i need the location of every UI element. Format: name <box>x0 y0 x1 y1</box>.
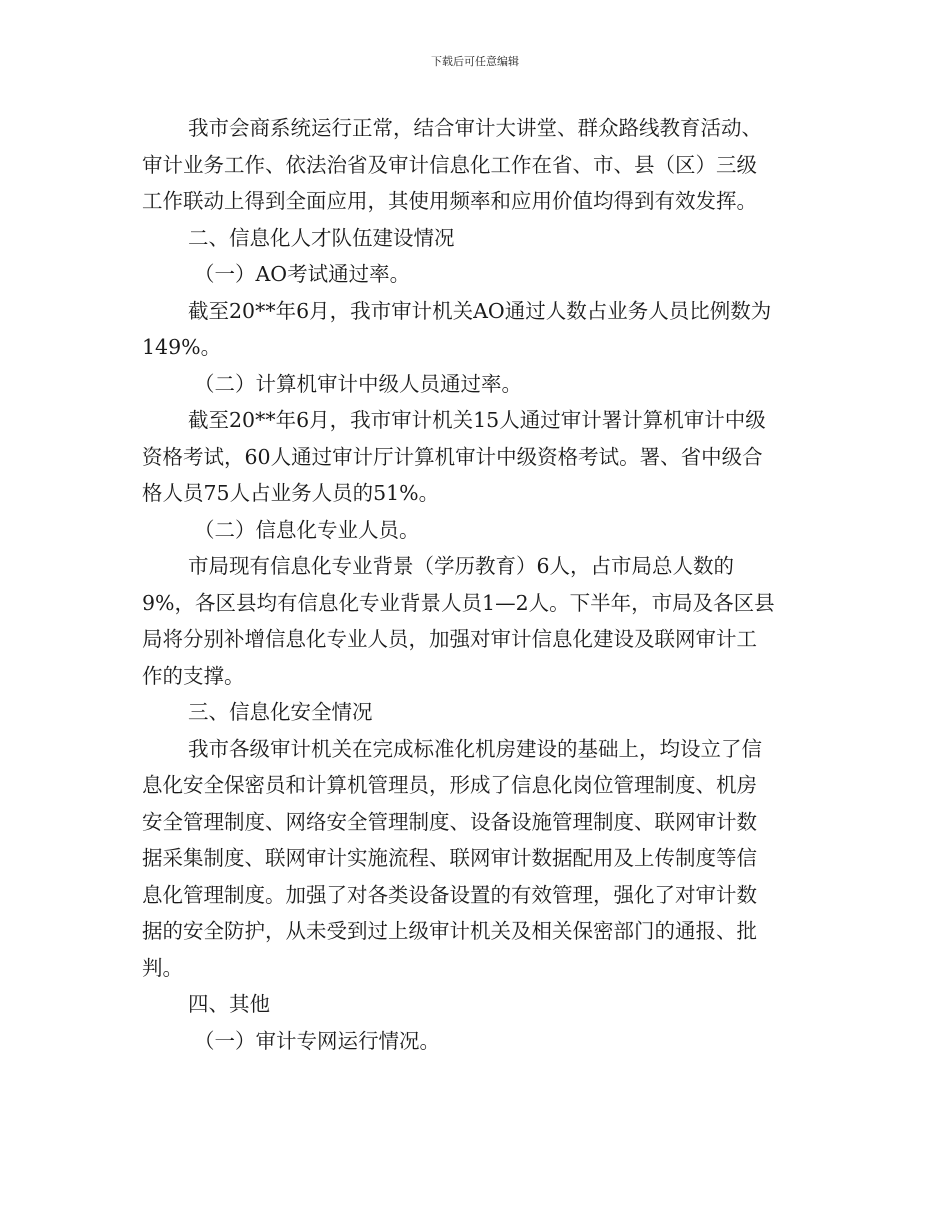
subsection-heading: （二）信息化专业人员。 <box>194 517 420 542</box>
paragraph-line: 截至20**年6月，我市审计机关AO通过人数占业务人员比例数为 <box>188 298 772 323</box>
paragraph-line: 据采集制度、联网审计实施流程、联网审计数据配用及上传制度等信 <box>142 846 757 870</box>
paragraph-line: 安全管理制度、网络安全管理制度、设备设施管理制度、联网审计数 <box>142 809 757 834</box>
paragraph-line: 我市各级审计机关在完成标准化机房建设的基础上，均设立了信 <box>188 736 762 761</box>
paragraph-line: 工作联动上得到全面应用，其使用频率和应用价值均得到有效发挥。 <box>142 189 757 213</box>
paragraph-line: 审计业务工作、依法治省及审计信息化工作在省、市、县（区）三级 <box>142 152 757 177</box>
paragraph-line: 息化安全保密员和计算机管理员，形成了信息化岗位管理制度、机房 <box>142 773 757 797</box>
paragraph-line: 判。 <box>142 955 183 980</box>
document-body <box>142 110 812 1059</box>
paragraph-line: 我市会商系统运行正常，结合审计大讲堂、群众路线教育活动、 <box>188 116 762 140</box>
paragraph-line: 市局现有信息化专业背景（学历教育）6人，占市局总人数的 <box>188 554 735 578</box>
paragraph-line: 局将分别补增信息化专业人员，加强对审计信息化建设及联网审计工 <box>142 627 757 651</box>
section-heading: 四、其他 <box>188 992 270 1016</box>
page-header: 下载后可任意编辑 <box>431 55 519 68</box>
section-heading: 三、信息化安全情况 <box>188 700 373 724</box>
paragraph-line: 息化管理制度。加强了对各类设备设置的有效管理，强化了对审计数 <box>142 882 757 907</box>
paragraph-line: 作的支撑。 <box>142 663 245 688</box>
paragraph-line: 9%，各区县均有信息化专业背景人员1—2人。下半年，市局及各区县 <box>142 590 775 615</box>
subsection-heading: （二）计算机审计中级人员通过率。 <box>194 371 522 396</box>
subsection-heading: （一）AO考试通过率。 <box>194 262 411 286</box>
paragraph-line: 截至20**年6月，我市审计机关15人通过审计署计算机审计中级 <box>188 408 766 432</box>
paragraph-line: 格人员75人占业务人员的51%。 <box>142 481 440 505</box>
paragraph-line: 资格考试，60人通过审计厅计算机审计中级资格考试。署、省中级合 <box>142 444 763 469</box>
subsection-heading: （一）审计专网运行情况。 <box>194 1028 440 1053</box>
paragraph-line: 149%。 <box>142 335 222 359</box>
paragraph-line: 据的安全防护，从未受到过上级审计机关及相关保密部门的通报、批 <box>142 919 757 943</box>
section-heading: 二、信息化人才队伍建设情况 <box>188 225 455 250</box>
